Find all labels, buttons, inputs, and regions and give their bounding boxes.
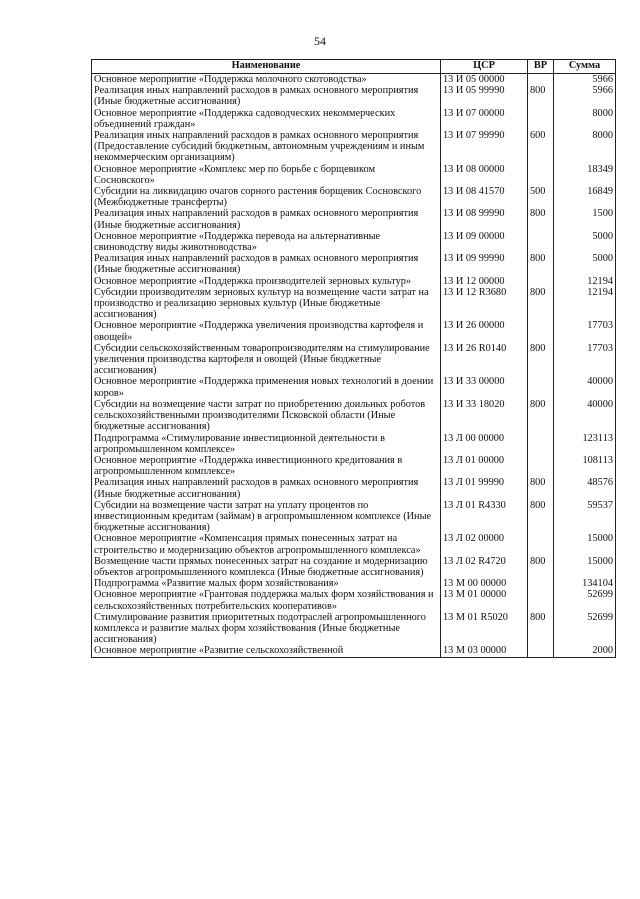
row-name: Реализация иных направлений расходов в рамках основного мероприятия (Иные бюджетные ассигнования) <box>92 477 441 499</box>
row-code: 13 И 05 00000 <box>441 74 528 86</box>
row-code: 13 Л 02 00000 <box>441 533 528 555</box>
row-sum: 12194 <box>554 287 616 321</box>
row-code: 13 М 03 00000 <box>441 645 528 657</box>
row-vr <box>528 578 554 589</box>
row-vr <box>528 231 554 253</box>
row-sum: 48576 <box>554 477 616 499</box>
table-row <box>92 343 616 377</box>
row-vr: 800 <box>528 208 554 230</box>
table-row <box>92 108 616 130</box>
row-name: Субсидии на возмещение части затрат по приобретению доильных роботов сельскохозяйственными производителями Псковской области (Иные бюджетные ассигнования) <box>92 399 441 433</box>
table-row <box>92 556 616 578</box>
row-name: Субсидии на ликвидацию очагов сорного растения борщевик Сосновского (Межбюджетные трансферты) <box>92 186 441 208</box>
table-header-row <box>92 60 616 74</box>
row-vr <box>528 108 554 130</box>
table-row <box>92 589 616 611</box>
row-sum: 123113 <box>554 433 616 455</box>
table-row <box>92 186 616 208</box>
row-code: 13 М 01 R5020 <box>441 612 528 646</box>
table-row <box>92 208 616 230</box>
table-row <box>92 500 616 534</box>
budget-table <box>91 59 616 658</box>
row-vr: 800 <box>528 477 554 499</box>
row-vr <box>528 320 554 342</box>
row-sum: 17703 <box>554 343 616 377</box>
row-code: 13 И 33 00000 <box>441 376 528 398</box>
row-sum: 5966 <box>554 74 616 86</box>
row-sum: 59537 <box>554 500 616 534</box>
row-name: Субсидии сельскохозяйственным товаропроизводителям на стимулирование увеличения производства картофеля и овощей (Иные бюджетные ассигнования) <box>92 343 441 377</box>
row-name: Основное мероприятие «Поддержка молочного скотоводства» <box>92 74 441 86</box>
table-row <box>92 645 616 657</box>
row-name: Основное мероприятие «Поддержка увеличения производства картофеля и овощей» <box>92 320 441 342</box>
row-sum: 52699 <box>554 612 616 646</box>
row-name: Основное мероприятие «Грантовая поддержка малых форм хозяйствования и сельскохозяйственных потребительских кооперативов» <box>92 589 441 611</box>
row-vr <box>528 74 554 86</box>
row-name: Субсидии производителям зерновых культур на возмещение части затрат на производство и реализацию зерновых культур (Иные бюджетные ассигнования) <box>92 287 441 321</box>
table-row <box>92 287 616 321</box>
table-row <box>92 130 616 164</box>
row-code: 13 И 09 99990 <box>441 253 528 275</box>
row-sum: 8000 <box>554 108 616 130</box>
row-sum: 5966 <box>554 85 616 107</box>
table-row <box>92 74 616 86</box>
table-row <box>92 85 616 107</box>
table-row <box>92 433 616 455</box>
row-name: Подпрограмма «Стимулирование инвестиционной деятельности в агропромышленном комплексе» <box>92 433 441 455</box>
row-name: Реализация иных направлений расходов в рамках основного мероприятия (Иные бюджетные ассигнования) <box>92 208 441 230</box>
row-code: 13 И 08 41570 <box>441 186 528 208</box>
row-vr: 600 <box>528 130 554 164</box>
row-sum: 2000 <box>554 645 616 657</box>
page-number: 54 <box>314 34 326 48</box>
row-code: 13 Л 00 00000 <box>441 433 528 455</box>
row-name: Реализация иных направлений расходов в рамках основного мероприятия (Иные бюджетные ассигнования) <box>92 253 441 275</box>
row-code: 13 И 33 18020 <box>441 399 528 433</box>
row-vr <box>528 589 554 611</box>
row-name: Реализация иных направлений расходов в рамках основного мероприятия (Иные бюджетные ассигнования) <box>92 85 441 107</box>
row-vr: 800 <box>528 399 554 433</box>
row-vr: 800 <box>528 612 554 646</box>
row-vr <box>528 376 554 398</box>
row-code: 13 М 01 00000 <box>441 589 528 611</box>
row-vr <box>528 645 554 657</box>
row-name: Основное мероприятие «Комплекс мер по борьбе с борщевиком Сосновского» <box>92 164 441 186</box>
row-sum: 16849 <box>554 186 616 208</box>
row-name: Стимулирование развития приоритетных подотраслей агропромышленного комплекса и развитие малых форм хозяйствования (Иные бюджетные ассигнования) <box>92 612 441 646</box>
row-code: 13 И 05 99990 <box>441 85 528 107</box>
row-code: 13 М 00 00000 <box>441 578 528 589</box>
row-name: Основное мероприятие «Поддержка применения новых технологий в доении коров» <box>92 376 441 398</box>
row-name: Реализация иных направлений расходов в рамках основного мероприятия (Предоставление субсидий бюджетным, автономным учреждениям и иным некоммерческим организациям) <box>92 130 441 164</box>
table-row <box>92 399 616 433</box>
row-code: 13 Л 01 R4330 <box>441 500 528 534</box>
row-code: 13 И 08 00000 <box>441 164 528 186</box>
table-row <box>92 276 616 287</box>
row-sum: 15000 <box>554 556 616 578</box>
header-code: ЦСР <box>441 60 528 74</box>
row-name: Основное мероприятие «Поддержка перевода на альтернативные свиноводству виды животноводства» <box>92 231 441 253</box>
row-name: Основное мероприятие «Поддержка садоводческих некоммерческих объединений граждан» <box>92 108 441 130</box>
row-code: 13 И 08 99990 <box>441 208 528 230</box>
row-name: Подпрограмма «Развитие малых форм хозяйствования» <box>92 578 441 589</box>
row-sum: 15000 <box>554 533 616 555</box>
header-vr: ВР <box>528 60 554 74</box>
row-vr: 800 <box>528 287 554 321</box>
row-code: 13 И 07 99990 <box>441 130 528 164</box>
row-name: Субсидии на возмещение части затрат на уплату процентов по инвестиционным кредитам (займам) в агропромышленном комплексе (Иные бюджетные ассигнования) <box>92 500 441 534</box>
row-sum: 40000 <box>554 399 616 433</box>
row-vr: 800 <box>528 556 554 578</box>
row-code: 13 И 12 R3680 <box>441 287 528 321</box>
row-name: Основное мероприятие «Развитие сельскохозяйственной <box>92 645 441 657</box>
row-vr: 800 <box>528 253 554 275</box>
row-sum: 5000 <box>554 231 616 253</box>
row-vr <box>528 433 554 455</box>
row-sum: 134104 <box>554 578 616 589</box>
row-code: 13 И 26 00000 <box>441 320 528 342</box>
row-sum: 1500 <box>554 208 616 230</box>
table-row <box>92 320 616 342</box>
row-vr <box>528 455 554 477</box>
row-sum: 5000 <box>554 253 616 275</box>
row-sum: 8000 <box>554 130 616 164</box>
row-code: 13 И 26 R0140 <box>441 343 528 377</box>
row-vr: 800 <box>528 500 554 534</box>
table-row <box>92 612 616 646</box>
row-vr: 800 <box>528 343 554 377</box>
row-name: Основное мероприятие «Поддержка производителей зерновых культур» <box>92 276 441 287</box>
table-row <box>92 231 616 253</box>
table-row <box>92 455 616 477</box>
row-vr: 500 <box>528 186 554 208</box>
row-vr <box>528 533 554 555</box>
row-vr <box>528 276 554 287</box>
row-code: 13 И 12 00000 <box>441 276 528 287</box>
header-sum: Сумма <box>554 60 616 74</box>
header-name: Наименование <box>92 60 441 74</box>
row-code: 13 Л 02 R4720 <box>441 556 528 578</box>
row-sum: 17703 <box>554 320 616 342</box>
row-sum: 52699 <box>554 589 616 611</box>
table-row <box>92 477 616 499</box>
row-sum: 12194 <box>554 276 616 287</box>
row-code: 13 Л 01 99990 <box>441 477 528 499</box>
row-code: 13 И 07 00000 <box>441 108 528 130</box>
row-name: Основное мероприятие «Поддержка инвестиционного кредитования в агропромышленном комплексе» <box>92 455 441 477</box>
row-name: Основное мероприятие «Компенсация прямых понесенных затрат на строительство и модернизацию объектов агропромышленного комплекса» <box>92 533 441 555</box>
table-row <box>92 253 616 275</box>
row-sum: 108113 <box>554 455 616 477</box>
row-sum: 40000 <box>554 376 616 398</box>
row-sum: 18349 <box>554 164 616 186</box>
table-row <box>92 533 616 555</box>
row-code: 13 И 09 00000 <box>441 231 528 253</box>
row-code: 13 Л 01 00000 <box>441 455 528 477</box>
table-row <box>92 578 616 589</box>
row-vr <box>528 164 554 186</box>
row-vr: 800 <box>528 85 554 107</box>
table-row <box>92 376 616 398</box>
row-name: Возмещение части прямых понесенных затрат на создание и модернизацию объектов агропромышленного комплекса (Иные бюджетные ассигнования) <box>92 556 441 578</box>
table-row <box>92 164 616 186</box>
